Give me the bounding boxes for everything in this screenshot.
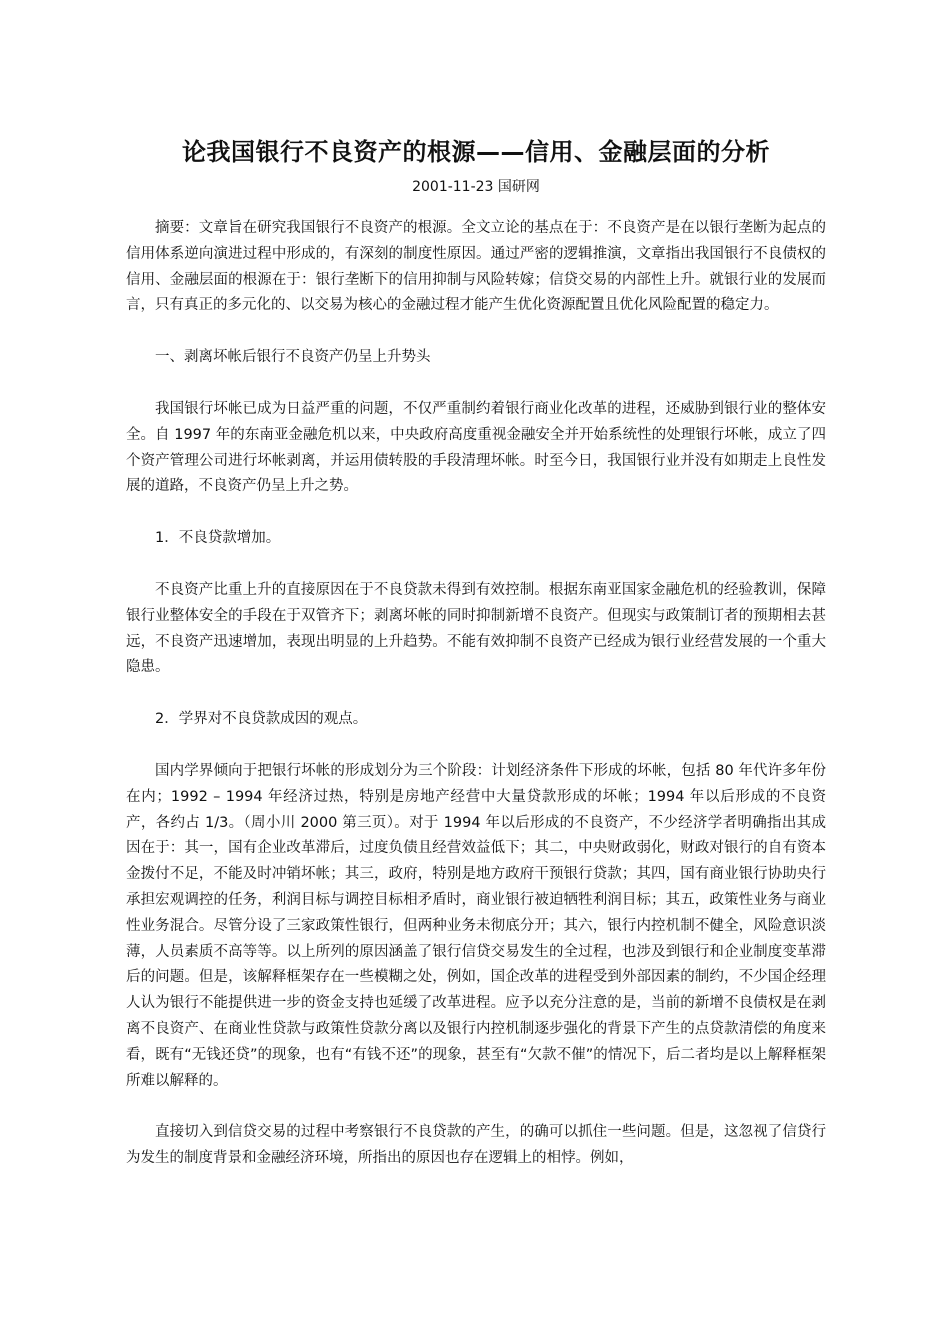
page-title: 论我国银行不良资产的根源——信用、金融层面的分析 — [182, 138, 770, 166]
final-paragraph: 直接切入到信贷交易的过程中考察银行不良贷款的产生，的确可以抓住一些问题。但是，这忽视了信贷行为发生的制度背景和金融经济环境，所指出的原因也存在逻辑上的相悖。例如， — [126, 1124, 826, 1167]
subsection-1-paragraph: 不良资产比重上升的直接原因在于不良贷款未得到有效控制。根据东南亚国家金融危机的经验教训，保障银行业整体安全的手段在于双管齐下；剥离坏帐的同时抑制新增不良资产。但现实与政策制订者的预期相去甚远，不良资产迅速增加，表现出明显的上升趋势。不能有效抑制不良资产已经成为银行业经营发展的一个重大隐患。 — [126, 581, 826, 676]
subsection-heading-2: 2．学界对不良贷款成因的观点。 — [155, 711, 368, 728]
section-heading-1: 一、剥离坏帐后银行不良资产仍呈上升势头 — [155, 349, 431, 366]
section-1-paragraph: 我国银行坏帐已成为日益严重的问题，不仅严重制约着银行商业化改革的进程，还威胁到银行业的整体安全。自 1997 年的东南亚金融危机以来，中央政府高度重视金融安全并开始系统性的处理银行坏帐，成立了四个资产管理公司进行坏帐剥离，并运用债转股的手段清理坏帐。时至今日，我国银行业并没有如期走上良性发展的道路，不良资产仍呈上升之势。 — [126, 400, 826, 495]
subsection-2-paragraph: 国内学界倾向于把银行坏帐的形成划分为三个阶段：计划经济条件下形成的坏帐，包括 80 年代许多年份在内；1992 – 1994 年经济过热，特别是房地产经营中大量贷款形成的坏帐；1994 年以后形成的不良资产，各约占 1/3。（周小川 2000 第三页）。对于 1994 年以后形成的不良资产，不少经济学者明确指出其成因在于：其一，国有企业改革滞后，过度负债且经营效益低下；其二，中央财政弱化，财政对银行的自有资本金拨付不足，不能及时冲销坏帐；其三，政府，特别是地方政府干预银行贷款；其四，国有商业银行协助央行承担宏观调控的任务，利润目标与调控目标相矛盾时，商业银行被迫牺牲利润目标；其五，政策性业务与商业性业务混合。尽管分设了三家政策性银行，但两种业务未彻底分开；其六，银行内控机制不健全，风险意识淡薄，人员素质不高等等。以上所列的原因涵盖了银行信贷交易发生的全过程，也涉及到银行和企业制度变革滞后的问题。但是，该解释框架存在一些模糊之处，例如，国企改革的进程受到外部因素的制约，不少国企经理人认为银行不能提供进一步的资金支持也延缓了改革进程。应予以充分注意的是，当前的新增不良债权是在剥离不良资产、在商业性贷款与政策性贷款分离以及银行内控机制逐步强化的背景下产生的点贷款清偿的角度来看，既有“无钱还贷”的现象，也有“有钱不还”的现象，甚至有“欠款不催”的情况下，后二者均是以上解释框架所难以解释的。 — [126, 762, 826, 1089]
document-page — [126, 134, 826, 1172]
abstract-paragraph: 摘要：文章旨在研究我国银行不良资产的根源。全文立论的基点在于：不良资产是在以银行垄断为起点的信用体系逆向演进过程中形成的，有深刻的制度性原因。通过严密的逻辑推演，文章指出我国银行不良债权的信用、金融层面的根源在于：银行垄断下的信用抑制与风险转嫁；信贷交易的内部性上升。就银行业的发展而言，只有真正的多元化的、以交易为核心的金融过程才能产生优化资源配置且优化风险配置的稳定力。 — [126, 220, 826, 314]
date-source-byline: 2001-11-23 国研网 — [412, 179, 540, 195]
subsection-heading-1: 1．不良贷款增加。 — [155, 530, 281, 547]
